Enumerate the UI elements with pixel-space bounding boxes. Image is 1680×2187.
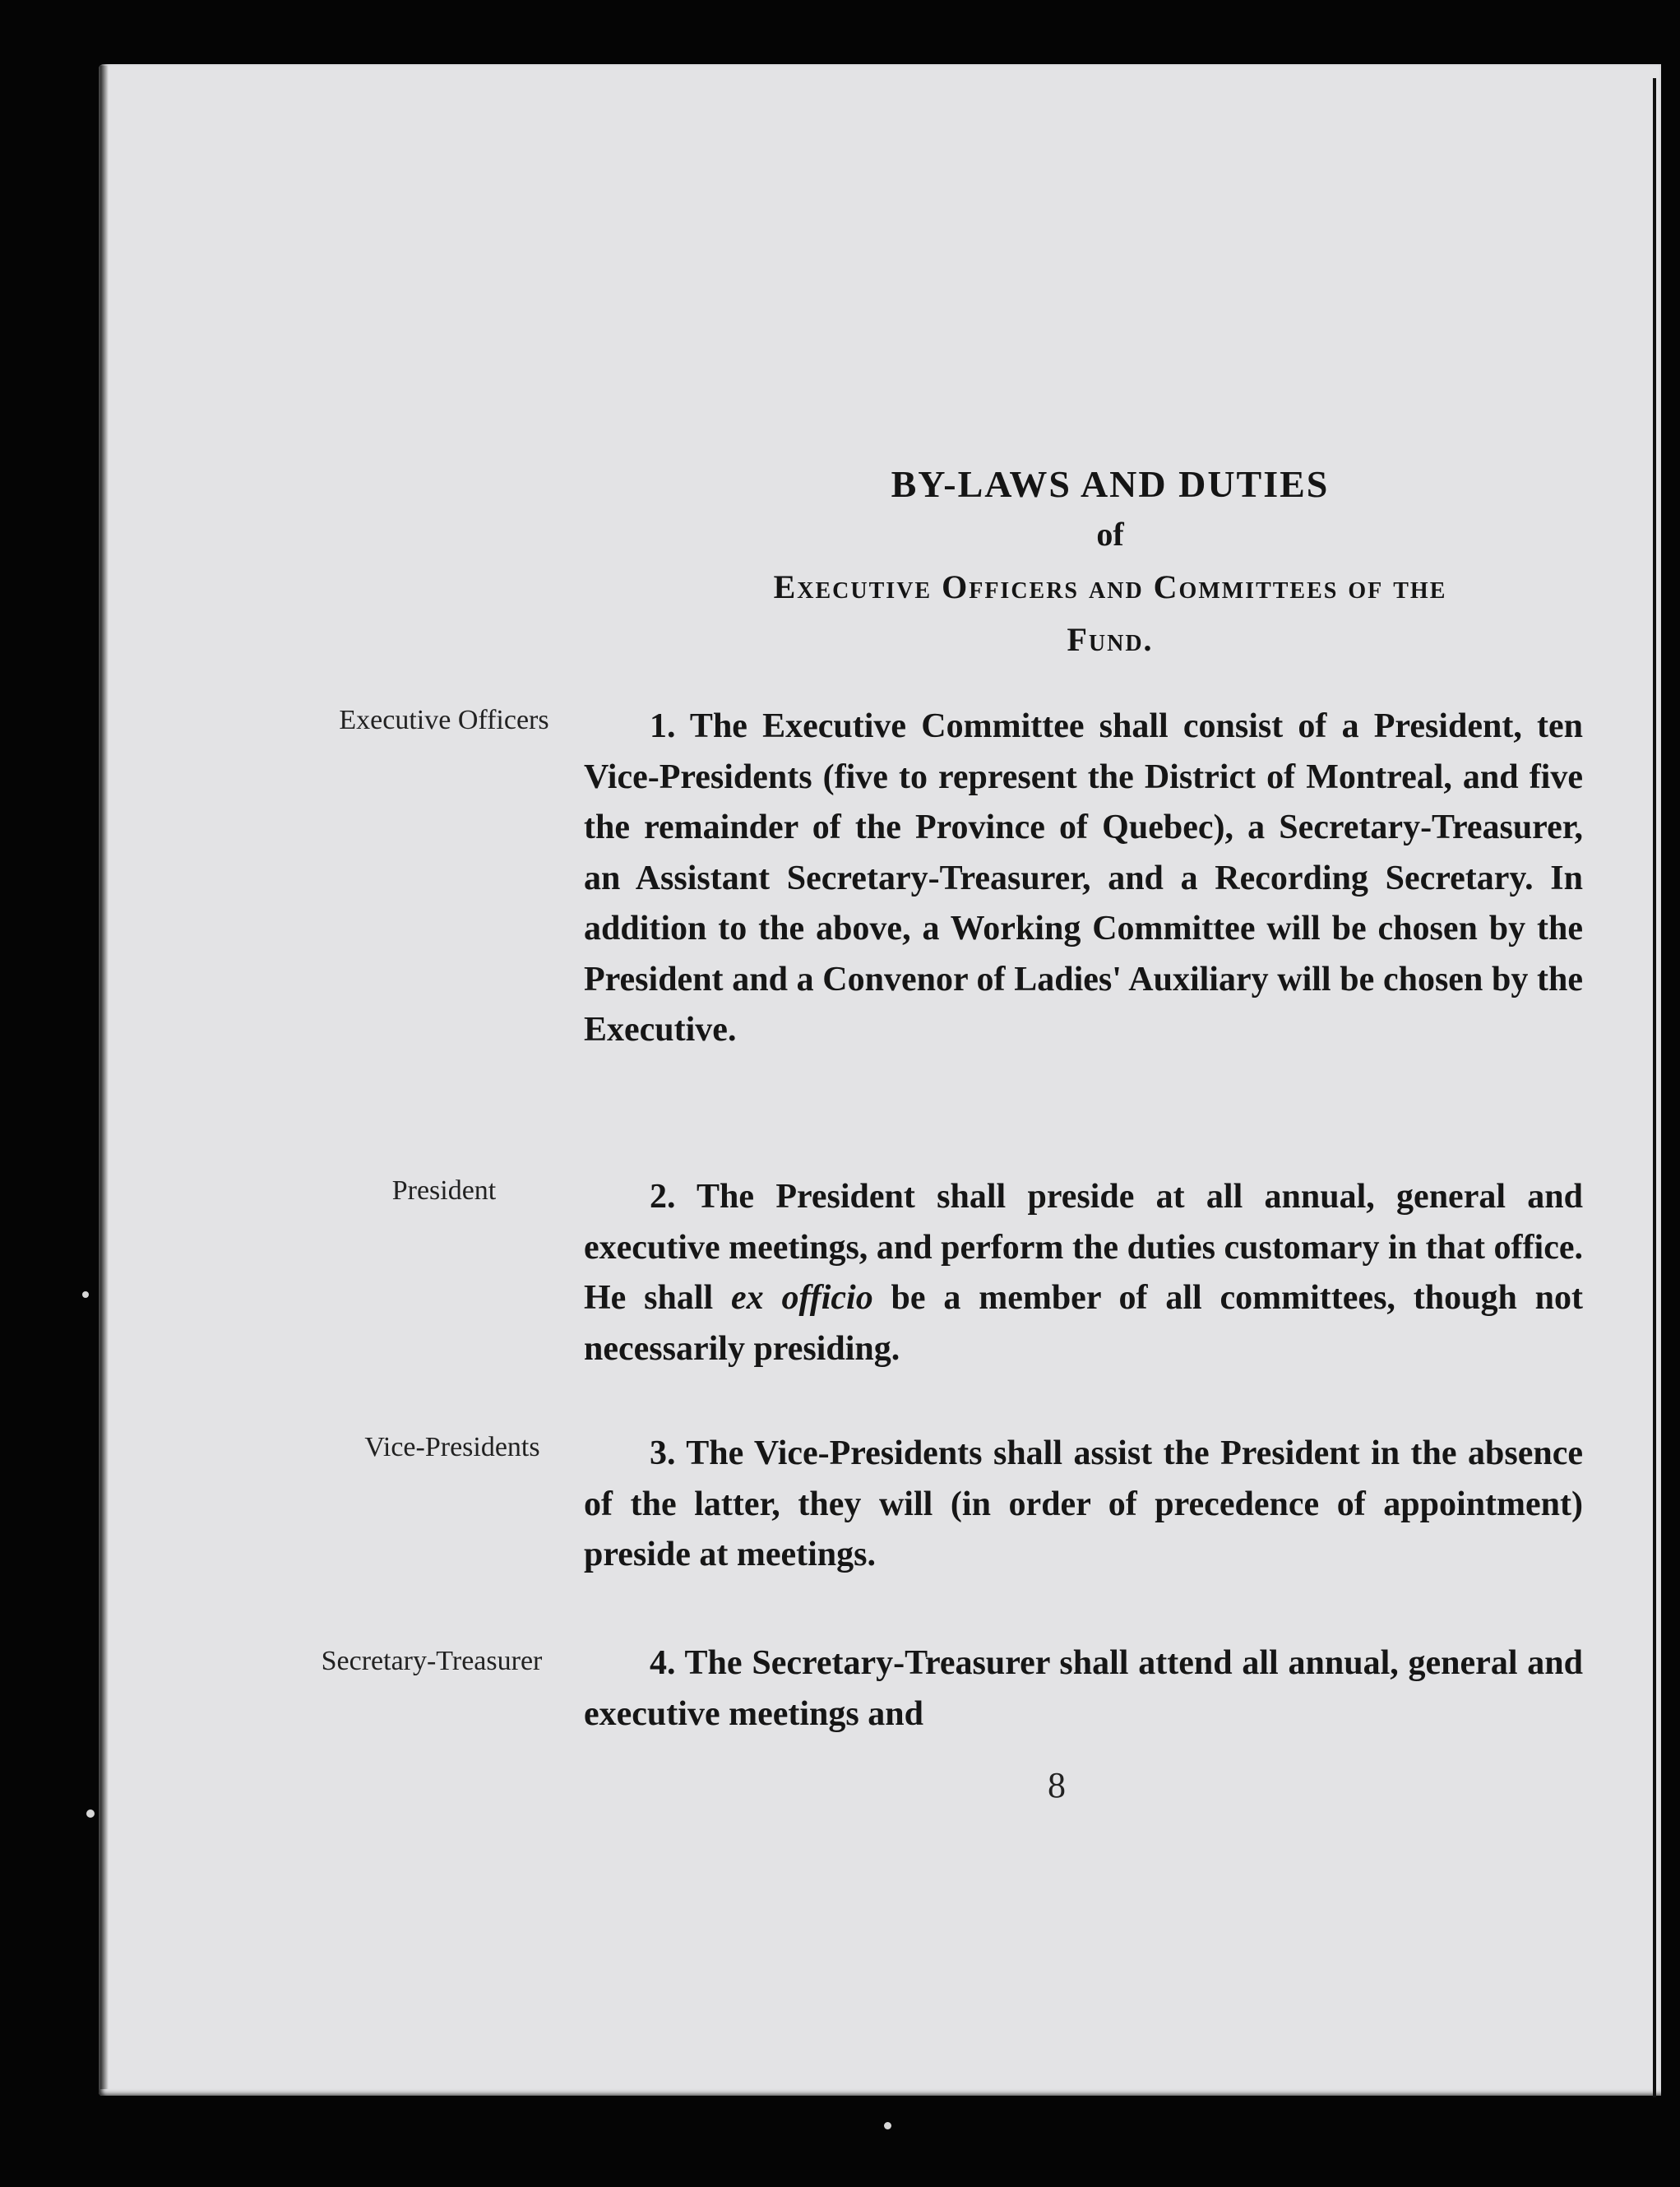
scan-speck: [82, 1291, 89, 1298]
margin-note-secretary-treasurer: Secretary-Treasurer: [321, 1646, 543, 1676]
paragraph-2-italic-term: ex officio: [731, 1279, 873, 1317]
bylaw-paragraph-4: 4. The Secretary-Treasurer shall attend all annual, general and executive meetings and: [584, 1644, 1583, 1733]
document-title: BY-LAWS AND DUTIES: [891, 463, 1330, 505]
margin-note-executive-officers: Executive Officers: [339, 705, 549, 735]
margin-note-president: President: [391, 1175, 497, 1206]
paragraph-2-text-start: 2. The President shall preside at all annual, general and executive meetings, and perform the duties customary in that office. He shall: [584, 1178, 1583, 1317]
margin-note-vice-presidents: Vice-Presidents: [364, 1432, 540, 1462]
scan-speck: [86, 1809, 95, 1818]
page-number: 8: [1048, 1765, 1066, 1805]
bylaw-paragraph-3: 3. The Vice-Presidents shall assist the President in the absence of the latter, they will (in order of precedence of appointment) preside at meetings.: [584, 1434, 1583, 1573]
page-spine-shadow: [100, 66, 109, 2089]
document-page: [99, 64, 1661, 2096]
title-connector: of: [1096, 516, 1124, 553]
bylaw-paragraph-1: 1. The Executive Committee shall consist of a President, ten Vice-Presidents (five to represent the District of Montreal, and five the remainder of the Province of Quebec), a Secretary-Treasurer, an Assistant Secretary-Treasurer, and a Recording Secretary. In addition to the above, a Working Committee will be chosen by the President and a Convenor of Ladies' Auxiliary will be chosen by the Executive.: [584, 707, 1583, 1049]
page-edge-rule: [1653, 78, 1656, 2097]
document-subtitle-line-2: Fund.: [1067, 621, 1154, 658]
scan-speck: [884, 2122, 891, 2129]
paragraph-2-text-end: be a member of all committees, though not necessarily presiding.: [584, 1279, 1583, 1368]
bylaw-paragraph-2: [584, 1172, 1583, 1374]
document-subtitle-line-1: Executive Officers and Committees of the: [773, 568, 1447, 605]
